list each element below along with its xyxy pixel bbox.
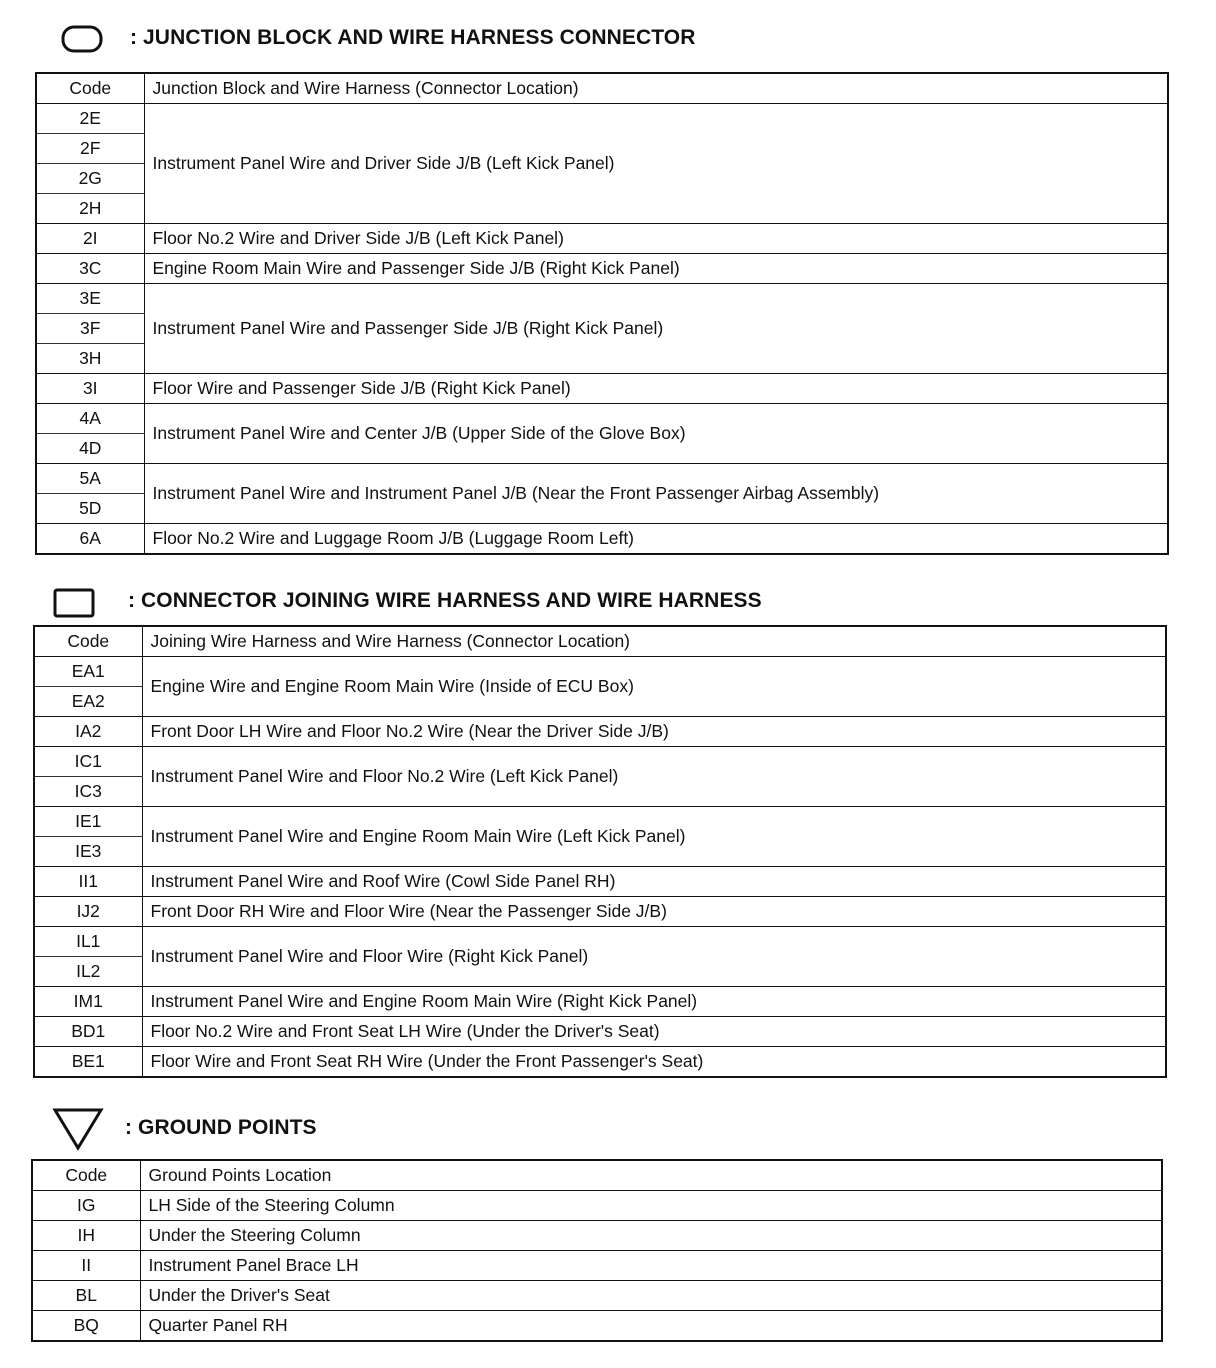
location-description: Instrument Panel Wire and Engine Room Main Wire (Left Kick Panel) <box>142 807 1166 867</box>
location-description: Instrument Panel Wire and Floor No.2 Wire (Left Kick Panel) <box>142 747 1166 807</box>
ground-triangle-icon <box>52 1106 104 1152</box>
connector-code: IA2 <box>34 717 142 747</box>
connector-code: EA1 <box>34 657 142 687</box>
connector-code: II <box>32 1251 140 1281</box>
connector-code: IL2 <box>34 957 142 987</box>
location-description: Front Door LH Wire and Floor No.2 Wire (Near the Driver Side J/B) <box>142 717 1166 747</box>
connector-code: IC3 <box>34 777 142 807</box>
table-row <box>34 867 1166 897</box>
connector-code: 2E <box>36 104 144 134</box>
location-description: Instrument Panel Wire and Passenger Side J/B (Right Kick Panel) <box>144 284 1168 374</box>
table-row <box>36 284 1168 314</box>
header-code: Code <box>36 73 144 104</box>
location-description: Floor Wire and Front Seat RH Wire (Under the Front Passenger's Seat) <box>142 1047 1166 1078</box>
connector-code: 2F <box>36 134 144 164</box>
header-description: Ground Points Location <box>140 1160 1162 1191</box>
table-row <box>34 1017 1166 1047</box>
table-header-row <box>36 73 1168 104</box>
connector-code: IG <box>32 1191 140 1221</box>
connector-code: IE1 <box>34 807 142 837</box>
connector-code: 2I <box>36 224 144 254</box>
table-row <box>34 897 1166 927</box>
table-header-row <box>34 626 1166 657</box>
connector-code: IJ2 <box>34 897 142 927</box>
location-description: LH Side of the Steering Column <box>140 1191 1162 1221</box>
section-title: : CONNECTOR JOINING WIRE HARNESS AND WIRE HARNESS <box>128 589 762 612</box>
connector-code: 3C <box>36 254 144 284</box>
header-code: Code <box>34 626 142 657</box>
table-row <box>36 374 1168 404</box>
connector-code: 5D <box>36 494 144 524</box>
connector-code: IM1 <box>34 987 142 1017</box>
connector-code: 3F <box>36 314 144 344</box>
location-description: Instrument Panel Wire and Driver Side J/B (Left Kick Panel) <box>144 104 1168 224</box>
connector-code: IC1 <box>34 747 142 777</box>
connector-code: BL <box>32 1281 140 1311</box>
table-row <box>34 927 1166 957</box>
table-row <box>34 657 1166 687</box>
connector-table <box>33 625 1167 1078</box>
location-description: Instrument Panel Wire and Instrument Panel J/B (Near the Front Passenger Airbag Assembly) <box>144 464 1168 524</box>
header-code: Code <box>32 1160 140 1191</box>
table-row <box>32 1251 1162 1281</box>
connector-table <box>35 72 1169 555</box>
connector-code: BQ <box>32 1311 140 1342</box>
location-description: Floor No.2 Wire and Driver Side J/B (Left Kick Panel) <box>144 224 1168 254</box>
connector-code: 6A <box>36 524 144 555</box>
table-row <box>36 524 1168 555</box>
location-description: Floor No.2 Wire and Front Seat LH Wire (Under the Driver's Seat) <box>142 1017 1166 1047</box>
connector-code: EA2 <box>34 687 142 717</box>
table-row <box>32 1281 1162 1311</box>
header-description: Joining Wire Harness and Wire Harness (Connector Location) <box>142 626 1166 657</box>
connector-code: IE3 <box>34 837 142 867</box>
table-row <box>34 987 1166 1017</box>
connector-code: BD1 <box>34 1017 142 1047</box>
table-row <box>34 747 1166 777</box>
section-title: : GROUND POINTS <box>125 1116 317 1139</box>
connector-code: 4D <box>36 434 144 464</box>
table-row <box>36 464 1168 494</box>
connector-code: 2H <box>36 194 144 224</box>
location-description: Instrument Panel Wire and Center J/B (Upper Side of the Glove Box) <box>144 404 1168 464</box>
table-row <box>36 224 1168 254</box>
location-description: Under the Driver's Seat <box>140 1281 1162 1311</box>
location-description: Front Door RH Wire and Floor Wire (Near the Passenger Side J/B) <box>142 897 1166 927</box>
location-description: Engine Room Main Wire and Passenger Side J/B (Right Kick Panel) <box>144 254 1168 284</box>
table-row <box>36 254 1168 284</box>
connector-code: 5A <box>36 464 144 494</box>
table-row <box>34 717 1166 747</box>
location-description: Instrument Panel Brace LH <box>140 1251 1162 1281</box>
location-description: Floor Wire and Passenger Side J/B (Right Kick Panel) <box>144 374 1168 404</box>
table-row <box>34 807 1166 837</box>
table-row <box>36 404 1168 434</box>
connector-code: 2G <box>36 164 144 194</box>
connector-code: 3I <box>36 374 144 404</box>
connector-code: BE1 <box>34 1047 142 1078</box>
table-row <box>36 104 1168 134</box>
table-row <box>32 1221 1162 1251</box>
connector-code: 3E <box>36 284 144 314</box>
table-row <box>32 1191 1162 1221</box>
location-description: Instrument Panel Wire and Roof Wire (Cowl Side Panel RH) <box>142 867 1166 897</box>
ground-points-table <box>31 1159 1163 1342</box>
square-connector-icon <box>52 586 96 620</box>
connector-code: 3H <box>36 344 144 374</box>
rounded-rectangle-icon <box>60 24 104 54</box>
section-title: : JUNCTION BLOCK AND WIRE HARNESS CONNECTOR <box>130 26 696 49</box>
location-description: Engine Wire and Engine Room Main Wire (Inside of ECU Box) <box>142 657 1166 717</box>
table-row <box>32 1311 1162 1342</box>
location-description: Instrument Panel Wire and Floor Wire (Right Kick Panel) <box>142 927 1166 987</box>
table-header-row <box>32 1160 1162 1191</box>
connector-code: IH <box>32 1221 140 1251</box>
connector-code: II1 <box>34 867 142 897</box>
table-row <box>34 1047 1166 1078</box>
connector-code: IL1 <box>34 927 142 957</box>
header-description: Junction Block and Wire Harness (Connector Location) <box>144 73 1168 104</box>
connector-code: 4A <box>36 404 144 434</box>
location-description: Instrument Panel Wire and Engine Room Main Wire (Right Kick Panel) <box>142 987 1166 1017</box>
location-description: Under the Steering Column <box>140 1221 1162 1251</box>
location-description: Quarter Panel RH <box>140 1311 1162 1342</box>
location-description: Floor No.2 Wire and Luggage Room J/B (Luggage Room Left) <box>144 524 1168 555</box>
